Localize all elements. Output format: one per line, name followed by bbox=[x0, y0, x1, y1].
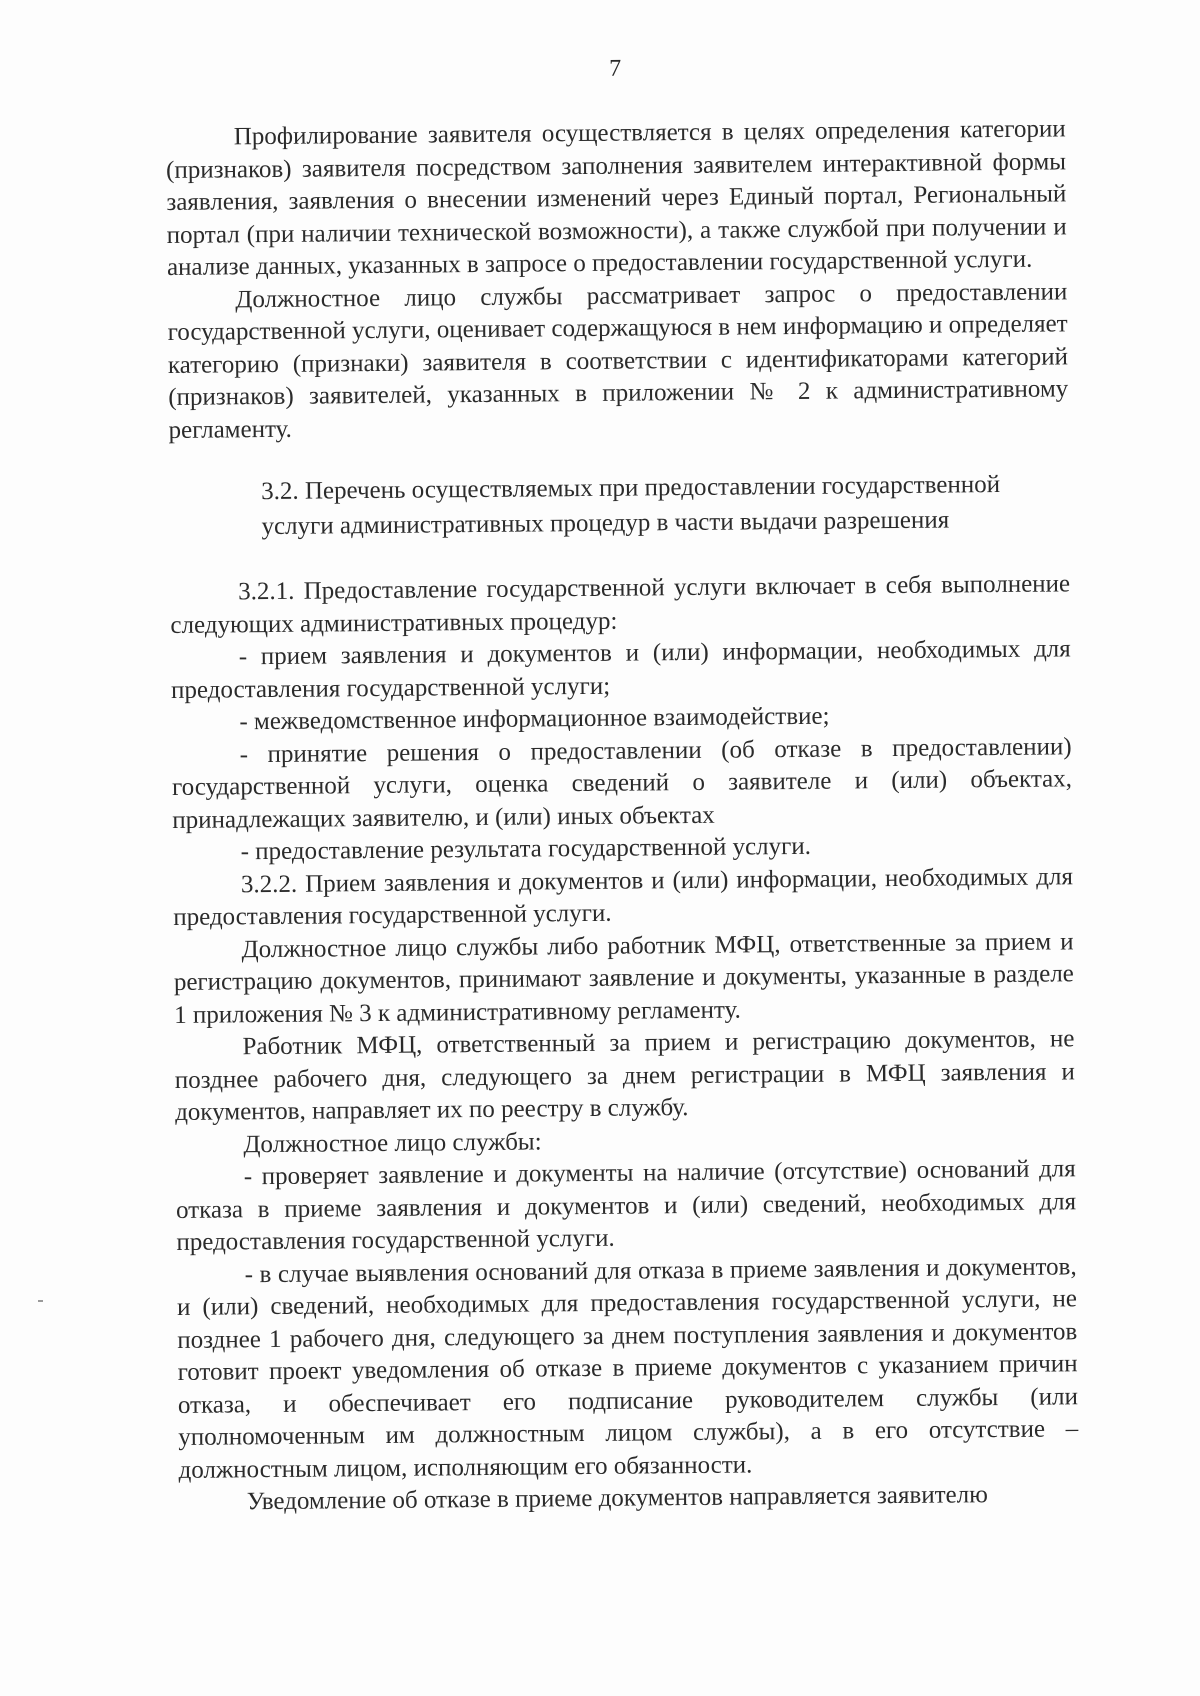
paragraph-refusal-notice: Уведомление об отказе в приеме документов направляется заявителю bbox=[246, 1481, 988, 1516]
list-item-refusal-grounds: - в случае выявления оснований для отказа в приеме заявления и документов, и (или) сведений, необходимых для предоставления государственной услуги, не позднее 1 рабочего дня, следующего за днем поступления заявления и документов готовит проект уведомления об отказе в приеме документов с указанием причин отказа, и обеспечивает его подписание руководителем службы (или уполномоченным им должностным лицом службы), а в его отсутствие – должностным лицом, исполняющим его обязанности. bbox=[176, 1252, 1079, 1484]
section-heading: 3.2. Перечень осуществляемых при предоставлении государственной услуги административных процедур в части выдачи разрешения bbox=[261, 471, 1001, 541]
paragraph-official-duties: Должностное лицо службы: bbox=[243, 1127, 542, 1158]
paragraph-official-review: Должностное лицо службы рассматривает запрос о предоставлении государственной услуги, оценивает содержащуюся в нем информацию и определяет категорию (признаки) заявителя в соответствии с идентификаторами категорий (признаков) заявителей, указанных в приложении № 2 к административному регламенту. bbox=[167, 277, 1069, 444]
paragraph-mfc-worker: Работник МФЦ, ответственный за прием и регистрацию документов, не позднее рабочего дня, следующего за днем регистрации в МФЦ заявления и документов, направляет их по реестру в службу. bbox=[174, 1025, 1075, 1126]
paragraph-3-2-2: 3.2.2. Прием заявления и документов и (или) информации, необходимых для предоставления государственной услуги. bbox=[173, 862, 1074, 931]
page-number: 7 bbox=[608, 55, 622, 82]
list-item-check-documents: - проверяет заявление и документы на наличие (отсутствие) оснований для отказа в приеме заявления и документов и (или) сведений, необходимых для предоставления государственной услуги. bbox=[175, 1155, 1077, 1256]
list-item-reception: - прием заявления и документов и (или) информации, необходимых для предоставления государственной услуги; bbox=[170, 635, 1071, 704]
list-item-result: - предоставление результата государственной услуги. bbox=[240, 832, 812, 866]
list-item-interagency: - межведомственное информационное взаимодействие; bbox=[239, 702, 830, 736]
paragraph-profiling: Профилирование заявителя осуществляется в целях определения категории (признаков) заявителя посредством заполнения заявителем интерактивной формы заявления, заявления о внесении изменений через Единый портал, Региональный портал (при наличии технической возможности), а также службой при получении и анализе данных, указанных в запросе о предоставлении государственной услуги. bbox=[165, 115, 1067, 281]
page-content bbox=[165, 49, 1079, 1519]
paragraph-3-2-1: 3.2.1. Предоставление государственной услуги включает в себя выполнение следующих административных процедур: bbox=[170, 570, 1071, 639]
list-item-decision: - принятие решения о предоставлении (об отказе в предоставлении) государственной услуги, оценка сведений о заявителе и (или) объектах, принадлежащих заявителю, и (или) иных объектах bbox=[171, 732, 1073, 834]
scan-artifact bbox=[38, 1300, 43, 1302]
paragraph-acceptance: Должностное лицо службы либо работник МФЦ, ответственные за прием и регистрацию документов, принимают заявление и документы, указанные в разделе 1 приложения № 3 к административному регламенту. bbox=[173, 927, 1074, 1029]
